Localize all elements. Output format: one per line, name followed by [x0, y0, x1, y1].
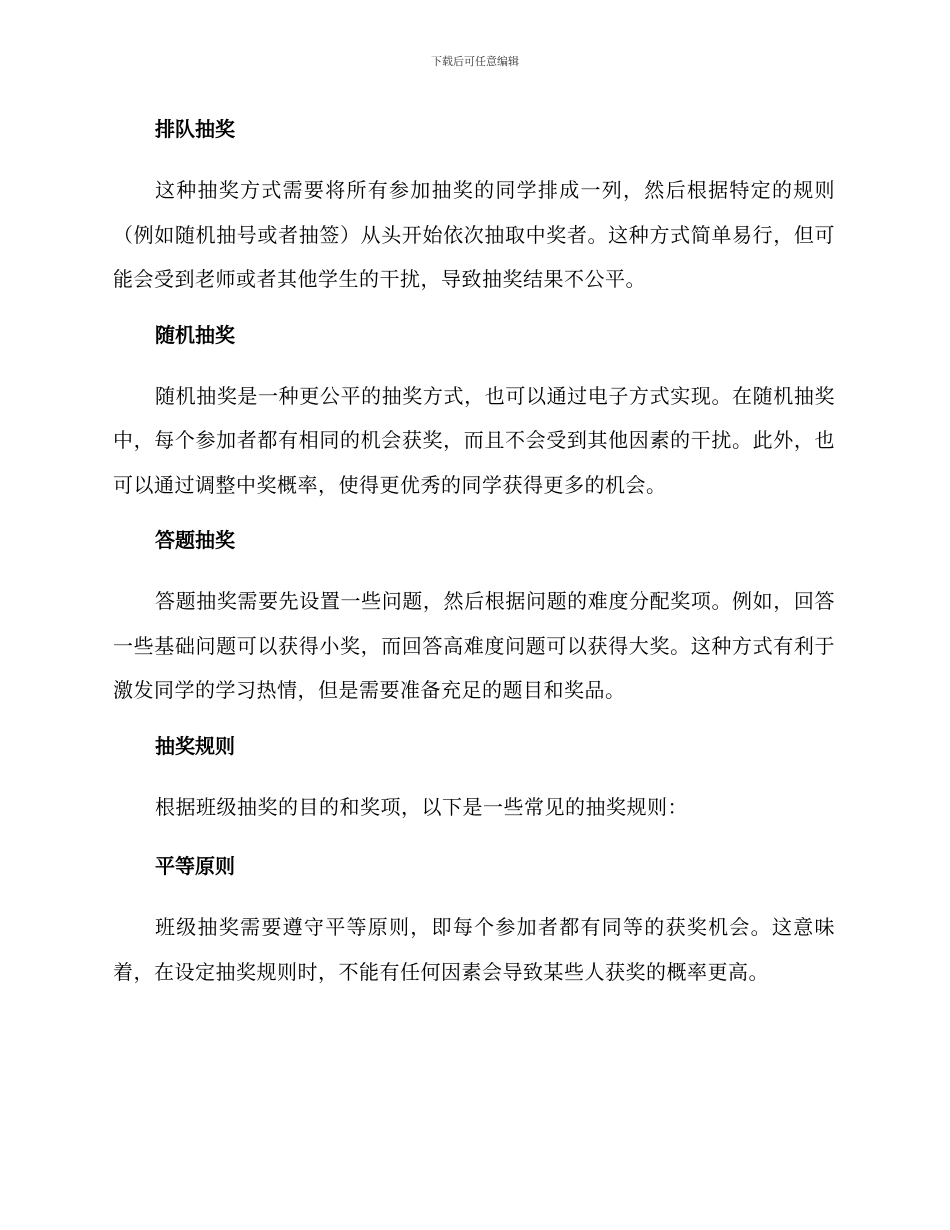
paragraph-random-lottery: 随机抽奖是一种更公平的抽奖方式，也可以通过电子方式实现。在随机抽奖中，每个参加者都有相同的机会获奖，而且不会受到其他因素的干扰。此外，也可以通过调整中奖概率，使得更优秀的同学获得更多的机会。 — [113, 383, 835, 497]
page-header: 下载后可任意编辑 — [431, 55, 519, 68]
section-heading-equality-principle: 平等原则 — [155, 854, 235, 878]
paragraph-lottery-rules: 根据班级抽奖的目的和奖项，以下是一些常见的抽奖规则： — [155, 794, 688, 819]
paragraph-quiz-lottery: 答题抽奖需要先设置一些问题，然后根据问题的难度分配奖项。例如，回答一些基础问题可以获得小奖，而回答高难度问题可以获得大奖。这种方式有利于激发同学的学习热情，但是需要准备充足的题目和奖品。 — [113, 589, 835, 702]
paragraph-equality-principle: 班级抽奖需要遵守平等原则，即每个参加者都有同等的获奖机会。这意味着，在设定抽奖规则时，不能有任何因素会导致某些人获奖的概率更高。 — [113, 915, 835, 984]
section-heading-quiz-lottery: 答题抽奖 — [155, 528, 235, 552]
section-heading-queue-lottery: 排队抽奖 — [155, 117, 235, 141]
document-body — [113, 110, 835, 1008]
section-heading-random-lottery: 随机抽奖 — [155, 322, 235, 347]
section-heading-lottery-rules: 抽奖规则 — [155, 733, 235, 758]
paragraph-queue-lottery: 这种抽奖方式需要将所有参加抽奖的同学排成一列，然后根据特定的规则（例如随机抽号或者抽签）从头开始依次抽取中奖者。这种方式简单易行，但可能会受到老师或者其他学生的干扰，导致抽奖结果不公平。 — [113, 178, 835, 291]
